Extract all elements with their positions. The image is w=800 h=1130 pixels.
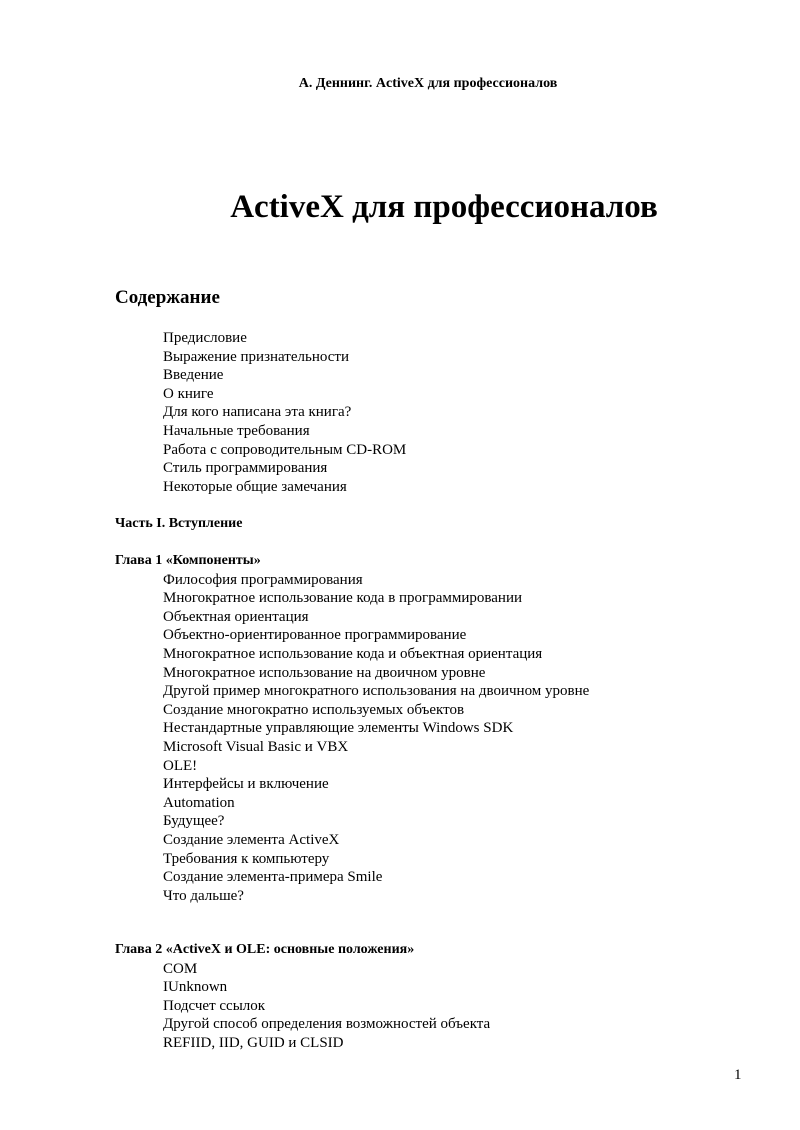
toc-item: Объектная ориентация — [163, 608, 309, 625]
toc-item: Многократное использование кода в программировании — [163, 590, 522, 607]
part-title: Часть I. Вступление — [115, 516, 243, 531]
toc-item: Другой пример многократного использования на двоичном уровне — [163, 683, 590, 700]
toc-item: Нестандартные управляющие элементы Windows SDK — [163, 720, 514, 737]
toc-item: Будущее? — [163, 813, 225, 830]
toc-item: Создание многократно используемых объектов — [163, 701, 465, 718]
toc-item: Стиль программирования — [163, 460, 328, 477]
toc-item: Объектно-ориентированное программирование — [163, 627, 467, 644]
toc-item: IUnknown — [163, 979, 228, 996]
toc-chapter1 — [115, 552, 589, 905]
toc-item: Выражение признательности — [163, 348, 349, 365]
toc-item: Создание элемента ActiveX — [163, 831, 340, 848]
toc-preface-list — [115, 329, 406, 496]
toc-part1 — [115, 515, 242, 534]
toc-item: Начальные требования — [163, 422, 310, 439]
page-number: 1 — [734, 1067, 742, 1083]
toc-item: Требования к компьютеру — [163, 850, 330, 867]
chapter-title: Глава 1 «Компоненты» — [115, 553, 261, 568]
running-header: А. Деннинг. ActiveX для профессионалов — [298, 76, 558, 91]
toc-item: Философия программирования — [163, 571, 363, 588]
toc-item: Интерфейсы и включение — [163, 776, 329, 793]
toc-item: REFIID, IID, GUID и CLSID — [163, 1034, 344, 1051]
book-title: ActiveX для профессионалов — [230, 189, 658, 225]
toc-item: Что дальше? — [163, 887, 244, 904]
toc-item: OLE! — [163, 757, 198, 774]
toc-heading: Содержание — [115, 287, 220, 308]
toc-item: Предисловие — [163, 330, 247, 346]
toc-item: COM — [163, 960, 198, 977]
toc-item: Введение — [163, 367, 224, 384]
toc-item: Microsoft Visual Basic и VBX — [163, 738, 349, 755]
toc-item: Некоторые общие замечания — [163, 478, 347, 495]
chapter-title: Глава 2 «ActiveX и OLE: основные положения» — [115, 942, 415, 957]
toc-item: О книге — [163, 385, 214, 402]
toc-item: Automation — [163, 794, 235, 811]
toc-item: Многократное использование кода и объектная ориентация — [163, 645, 543, 662]
toc-item: Другой способ определения возможностей объекта — [163, 1016, 491, 1033]
toc-item: Создание элемента-примера Smile — [163, 869, 383, 886]
toc-item: Многократное использование на двоичном уровне — [163, 664, 486, 681]
toc-item: Подсчет ссылок — [163, 997, 266, 1014]
toc-item: Для кого написана эта книга? — [163, 404, 352, 421]
toc-item: Работа с сопроводительным CD-ROM — [163, 441, 407, 458]
toc-chapter2 — [115, 941, 490, 1053]
